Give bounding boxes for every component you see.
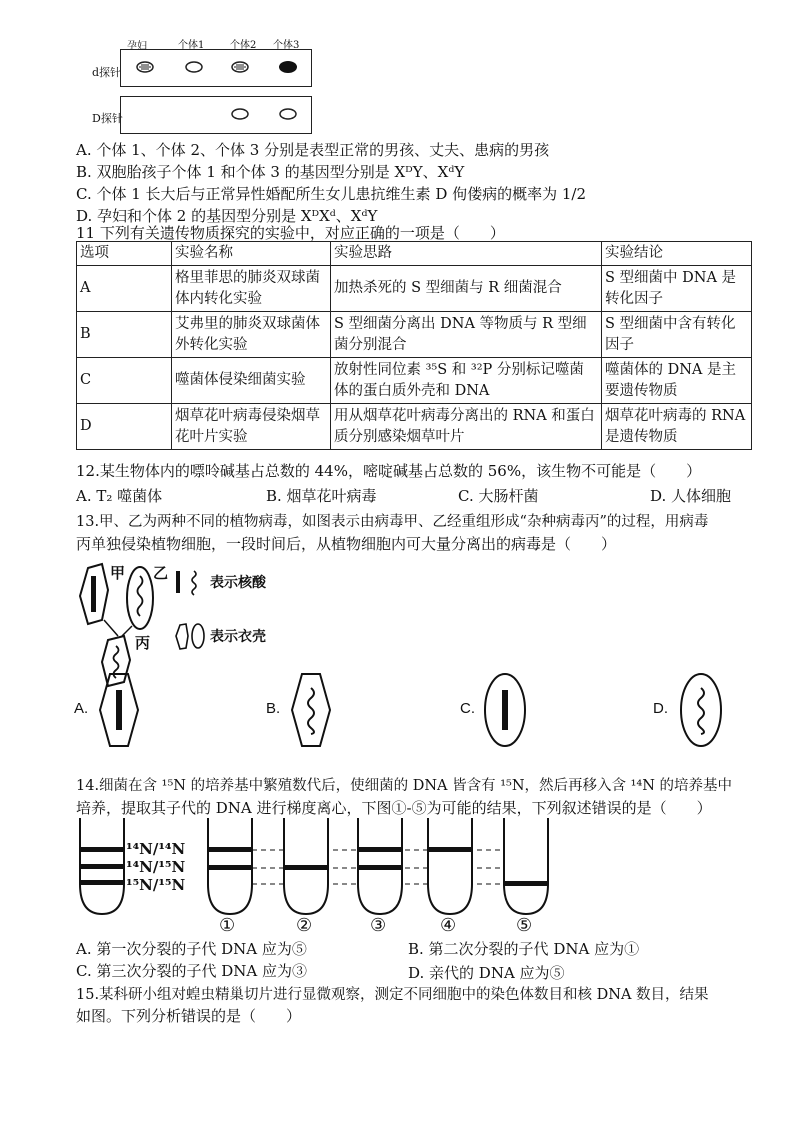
tube-5 xyxy=(504,818,548,914)
tube-number-1: ① xyxy=(219,915,236,936)
q13-option-a-virus[interactable] xyxy=(94,670,144,750)
table-row-b[interactable] xyxy=(77,312,752,358)
q12-option-d[interactable]: D. 人体细胞 xyxy=(650,487,732,505)
spot-ind1-d xyxy=(186,62,202,72)
label-yi: 乙 xyxy=(153,564,169,582)
q10-option-c[interactable]: C. 个体 1 长大后与正常异性婚配所生女儿患抗维生素 D 佝偻病的概率为 1/2 xyxy=(76,185,587,203)
spot-ind2-D xyxy=(232,109,248,119)
q13-option-a-label[interactable]: A. xyxy=(74,700,89,717)
col-label-ind3: 个体3 xyxy=(273,40,300,51)
q14-option-d[interactable]: D. 亲代的 DNA 应为⑤ xyxy=(408,964,565,982)
q14-option-c[interactable]: C. 第三次分裂的子代 DNA 应为③ xyxy=(76,962,307,980)
q13-option-d-virus[interactable] xyxy=(676,670,726,750)
cell: S 型细菌中含有转化因子 xyxy=(602,312,752,358)
tube-4 xyxy=(428,818,472,914)
q13-stem-line2: 丙单独侵染植物细胞，一段时间后，从植物细胞内可大量分离出的病毒是（ ） xyxy=(76,535,617,553)
q14-stem-line1: 14.细菌在含 ¹⁵N 的培养基中繁殖数代后，使细菌的 DNA 皆含有 ¹⁵N，然后再移入含 ¹⁴N 的培养基中 xyxy=(76,778,733,794)
q13-stem-line1: 13.甲、乙为两种不同的植物病毒，如图表示由病毒甲、乙经重组形成“杂种病毒丙”的过程，用病毒 xyxy=(76,514,709,530)
q12-option-c[interactable]: C. 大肠杆菌 xyxy=(458,487,539,505)
cell: 噬菌体侵染细菌实验 xyxy=(172,358,331,404)
cell: 加热杀死的 S 型细菌与 R 细菌混合 xyxy=(331,266,602,312)
cell: D xyxy=(77,404,172,450)
q14-option-a[interactable]: A. 第一次分裂的子代 DNA 应为⑤ xyxy=(76,940,307,958)
tube-3 xyxy=(358,818,402,914)
q15-stem-line2: 如图。下列分析错误的是（ ） xyxy=(76,1007,302,1025)
band-label-15-15: ¹⁵N/¹⁵N xyxy=(126,876,186,894)
legend-capsid-symbols xyxy=(172,622,208,650)
header-experiment: 实验名称 xyxy=(172,242,331,266)
table-row-a[interactable] xyxy=(77,266,752,312)
tube-number-3: ③ xyxy=(370,915,387,936)
q11-stem: 11 下列有关遗传物质探究的实验中，对应正确的一项是（ ） xyxy=(76,224,505,242)
label-jia: 甲 xyxy=(110,564,126,582)
q13-option-c-label[interactable]: C. xyxy=(460,700,475,717)
tube-number-2: ② xyxy=(296,915,313,936)
virus-yi-nucleic xyxy=(138,576,143,616)
legend-nucleic-symbols xyxy=(172,568,208,596)
cell: 烟草花叶病毒的 RNA 是遗传物质 xyxy=(602,404,752,450)
col-label-ind2: 个体2 xyxy=(230,40,257,51)
cell: S 型细菌中 DNA 是转化因子 xyxy=(602,266,752,312)
header-conclusion: 实验结论 xyxy=(602,242,752,266)
cell: 放射性同位素 ³⁵S 和 ³²P 分别标记噬菌体的蛋白质外壳和 DNA xyxy=(331,358,602,404)
q13-option-b-label[interactable]: B. xyxy=(266,700,281,717)
q12-option-a[interactable]: A. T₂ 噬菌体 xyxy=(76,487,163,505)
spot-ind3-D xyxy=(280,109,296,119)
cell: 烟草花叶病毒侵染烟草花叶片实验 xyxy=(172,404,331,450)
spot-ind3-d xyxy=(279,61,297,73)
tube-1 xyxy=(208,818,252,914)
band-label-14-15: ¹⁴N/¹⁵N xyxy=(126,858,186,876)
cell: S 型细菌分离出 DNA 等物质与 R 型细菌分别混合 xyxy=(331,312,602,358)
tube-number-5: ⑤ xyxy=(516,915,533,936)
label-bing: 丙 xyxy=(135,634,151,652)
row-label-d-probe: d探针 xyxy=(92,66,122,79)
cell: 艾弗里的肺炎双球菌体外转化实验 xyxy=(172,312,331,358)
d-probe-spots xyxy=(120,49,312,87)
table-header-row xyxy=(77,242,752,266)
header-option: 选项 xyxy=(77,242,172,266)
cell: 噬菌体的 DNA 是主要遗传物质 xyxy=(602,358,752,404)
q15-stem-line1: 15.某科研小组对蝗虫精巢切片进行显微观察，测定不同细胞中的染色体数目和核 DNA 数目，结果 xyxy=(76,987,709,1003)
cell: A xyxy=(77,266,172,312)
q11-table xyxy=(76,241,752,450)
header-approach: 实验思路 xyxy=(331,242,602,266)
table-row-c[interactable] xyxy=(77,358,752,404)
legend-capsid-text: 表示衣壳 xyxy=(210,629,266,645)
D-probe-spots xyxy=(120,96,312,134)
q10-option-a[interactable]: A. 个体 1、个体 2、个体 3 分别是表型正常的男孩、丈夫、患病的男孩 xyxy=(76,141,550,159)
q10-option-d[interactable]: D. 孕妇和个体 2 的基因型分别是 XᴰXᵈ、XᵈY xyxy=(76,207,378,225)
cell: B xyxy=(77,312,172,358)
tube-number-4: ④ xyxy=(440,915,457,936)
tube-2 xyxy=(284,818,328,914)
q10-option-b[interactable]: B. 双胞胎孩子个体 1 和个体 3 的基因型分别是 XᴰY、XᵈY xyxy=(76,163,465,181)
cell: 用从烟草花叶病毒分离出的 RNA 和蛋白质分别感染烟草叶片 xyxy=(331,404,602,450)
cell: C xyxy=(77,358,172,404)
q13-option-c-virus[interactable] xyxy=(480,670,530,750)
q13-option-b-virus[interactable] xyxy=(286,670,336,750)
q12-option-b[interactable]: B. 烟草花叶病毒 xyxy=(266,487,377,505)
q14-stem-line2: 培养，提取其子代的 DNA 进行梯度离心，下图①-⑤为可能的结果，下列叙述错误的是（ ） xyxy=(76,799,712,817)
col-label-ind1: 个体1 xyxy=(178,40,205,51)
col-label-pregnant: 孕妇 xyxy=(127,41,147,52)
virus-jia-nucleic xyxy=(91,576,96,612)
band-label-14-14: ¹⁴N/¹⁴N xyxy=(126,840,186,858)
q14-option-b[interactable]: B. 第二次分裂的子代 DNA 应为① xyxy=(408,940,640,958)
q13-option-d-label[interactable]: D. xyxy=(653,700,668,717)
reference-tube xyxy=(80,818,124,914)
cell: 格里菲思的肺炎双球菌体内转化实验 xyxy=(172,266,331,312)
q12-stem: 12.某生物体内的嘌呤碱基占总数的 44%，嘧啶碱基占总数的 56%，该生物不可能是（ ） xyxy=(76,462,702,480)
row-label-D-probe: D探针 xyxy=(92,112,123,125)
table-row-d[interactable] xyxy=(77,404,752,450)
legend-nucleic-text: 表示核酸 xyxy=(210,575,266,591)
